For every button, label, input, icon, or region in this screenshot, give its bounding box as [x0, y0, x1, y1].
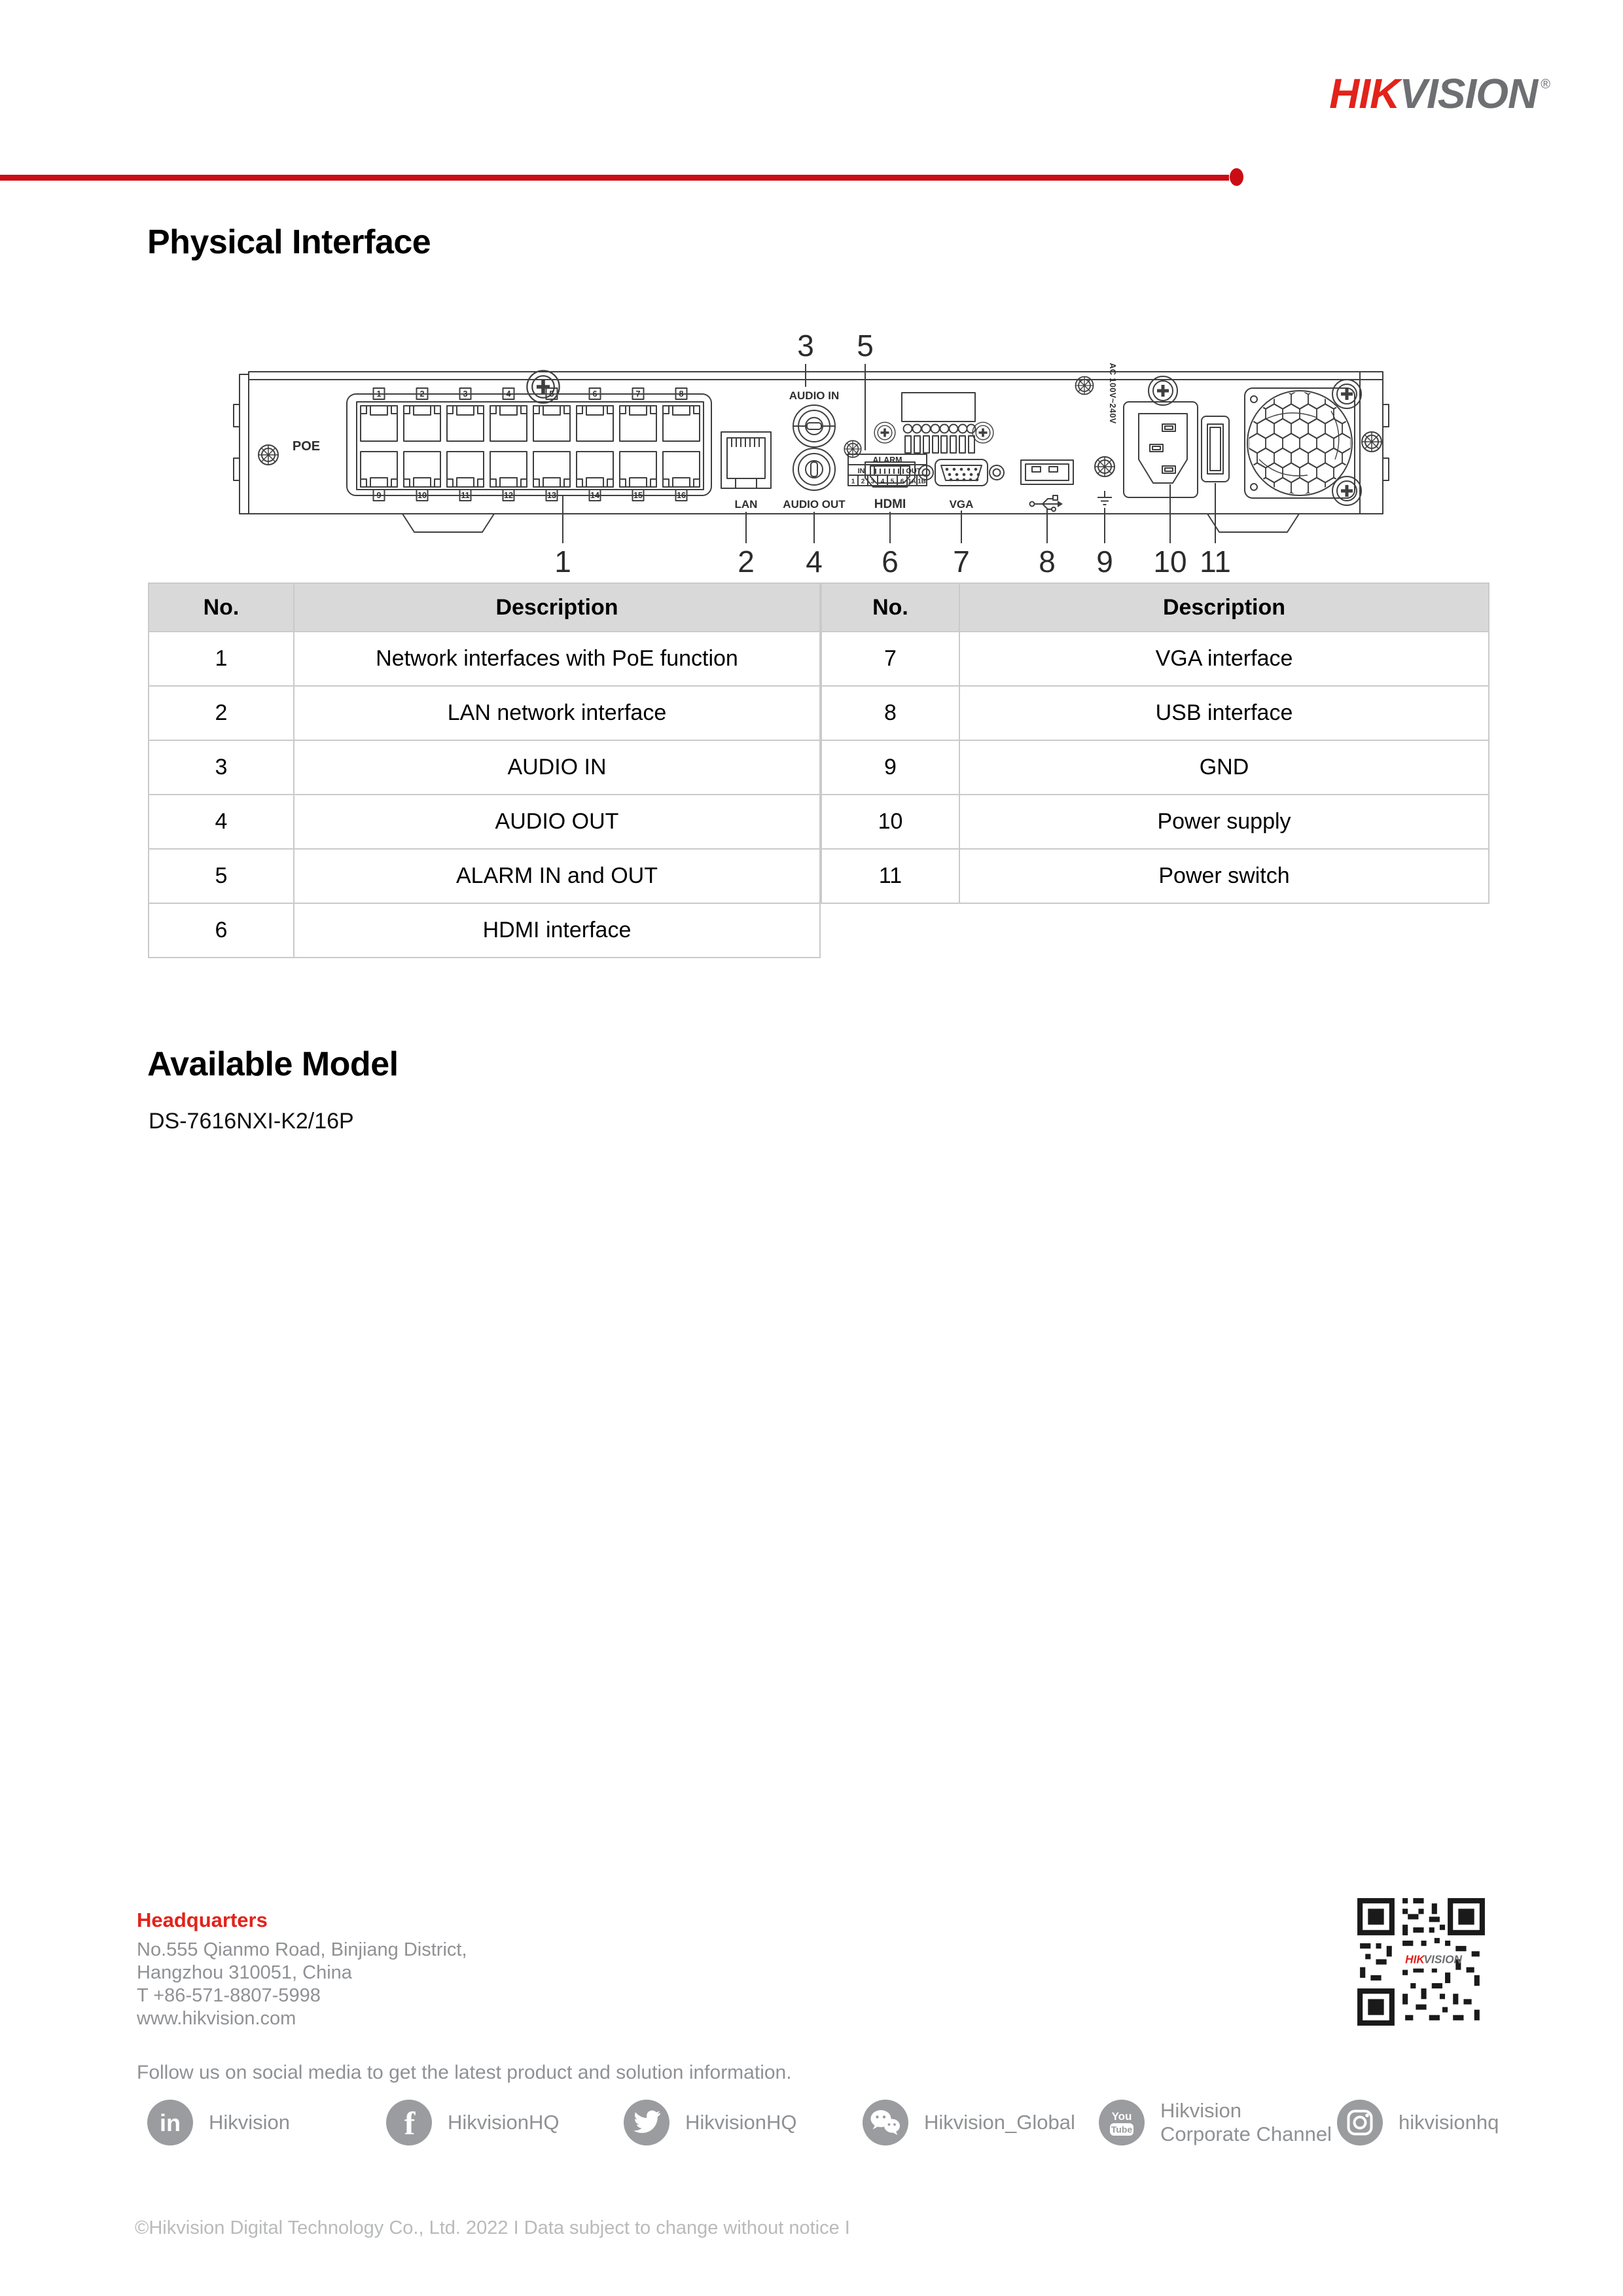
table-row [149, 849, 820, 903]
social-twitter [624, 2099, 797, 2146]
social-handle: hikvisionhq [1399, 2111, 1499, 2134]
cell-no: 4 [149, 795, 294, 849]
header-rule [0, 175, 1229, 181]
cell-desc: LAN network interface [294, 686, 820, 740]
logo-vision: VISION [1399, 70, 1538, 117]
svg-text:VISION: VISION [1423, 1952, 1463, 1966]
table-row [821, 632, 1489, 686]
cell-no: 1 [149, 632, 294, 686]
social-wechat [863, 2099, 1075, 2146]
table-row [149, 686, 820, 740]
audio-out-jack [793, 448, 835, 490]
callout-11: 11 [1200, 545, 1231, 579]
usb-icon [1030, 495, 1063, 511]
alarm-pin: 5 [890, 478, 895, 486]
cell-desc: VGA interface [959, 632, 1489, 686]
vga-port [919, 459, 1004, 486]
headquarters-address [137, 1939, 467, 2030]
social-facebook [386, 2099, 560, 2146]
power-inlet [1124, 402, 1198, 497]
table-row [821, 686, 1489, 740]
model-number: DS-7616NXI-K2/16P [149, 1109, 354, 1134]
callout-5: 5 [857, 329, 874, 363]
callout-2: 2 [738, 545, 755, 579]
table-row [149, 795, 820, 849]
poe-num: 8 [679, 389, 684, 399]
table-row [149, 632, 820, 686]
table-header-row [149, 583, 820, 632]
col-description: Description [959, 583, 1489, 632]
logo-hik: HIK [1329, 70, 1400, 117]
vga-label: VGA [949, 498, 974, 511]
social-instagram [1337, 2099, 1499, 2146]
callout-3: 3 [797, 329, 814, 363]
cell-no: 10 [821, 795, 959, 849]
social-handle: Hikvision [209, 2111, 291, 2134]
instagram-icon [1337, 2100, 1383, 2145]
cell-desc: AUDIO IN [294, 740, 820, 795]
alarm-label: ALARM [872, 456, 902, 465]
cell-no: 11 [821, 849, 959, 903]
callout-1: 1 [554, 545, 571, 579]
audio-in-jack [793, 405, 835, 447]
poe-num: 7 [635, 389, 641, 399]
poe-num: 11 [461, 491, 470, 500]
hikvision-logo [1329, 69, 1550, 118]
usb-port [1021, 460, 1073, 484]
poe-num: 13 [547, 491, 556, 500]
linkedin-icon [147, 2100, 193, 2145]
cell-desc: GND [959, 740, 1489, 795]
facebook-icon [386, 2100, 432, 2145]
power-switch [1202, 416, 1229, 482]
poe-label: POE [292, 439, 321, 454]
social-youtube [1099, 2099, 1332, 2146]
social-handle-line2: Corporate Channel [1160, 2123, 1332, 2145]
rear-panel-diagram [232, 326, 1391, 596]
col-no: No. [149, 583, 294, 632]
cell-desc: ALARM IN and OUT [294, 849, 820, 903]
callout-9: 9 [1096, 545, 1113, 579]
interface-table-left [148, 583, 821, 958]
gnd-icon [1097, 491, 1112, 505]
cell-desc: HDMI interface [294, 903, 820, 958]
cell-desc: USB interface [959, 686, 1489, 740]
poe-num: 14 [590, 491, 599, 500]
poe-num: 4 [506, 389, 511, 399]
alarm-pin: 1B [918, 478, 926, 486]
cell-no: 8 [821, 686, 959, 740]
lan-label: LAN [734, 498, 758, 511]
follow-us-text: Follow us on social media to get the latest product and solution information. [137, 2062, 792, 2083]
table-row [149, 740, 820, 795]
ac-label: AC 100V~240V [1108, 363, 1117, 424]
svg-text:You: You [1111, 2110, 1132, 2123]
table-row [821, 740, 1489, 795]
callout-8: 8 [1039, 545, 1056, 579]
social-linkedin [147, 2099, 290, 2146]
table-row [821, 795, 1489, 849]
qr-code [1355, 1895, 1488, 2028]
svg-text:Tube: Tube [1111, 2124, 1133, 2135]
cell-no: 3 [149, 740, 294, 795]
lan-port [721, 432, 771, 488]
gnd-screw [1095, 457, 1115, 476]
poe-num: 12 [504, 491, 513, 500]
fan-grille [1240, 388, 1359, 498]
audio-out-label: AUDIO OUT [783, 498, 846, 511]
website-url: www.hikvision.com [137, 2008, 296, 2029]
cell-no: 6 [149, 903, 294, 958]
poe-num: 15 [633, 491, 643, 500]
registered-mark: ® [1541, 77, 1550, 92]
address-line: No.555 Qianmo Road, Binjiang District, [137, 1939, 467, 1960]
alarm-pin: 2 [861, 478, 865, 486]
twitter-icon [624, 2100, 669, 2145]
poe-num: 16 [677, 491, 686, 500]
poe-num: 6 [592, 389, 597, 399]
alarm-in-label: IN [857, 467, 865, 475]
cell-no: 2 [149, 686, 294, 740]
callout-6: 6 [882, 545, 899, 579]
headquarters-title: Headquarters [137, 1909, 268, 1931]
alarm-pin: 3 [870, 478, 875, 486]
cell-desc: AUDIO OUT [294, 795, 820, 849]
alarm-pin: 1 [851, 478, 855, 486]
wechat-icon [863, 2100, 908, 2145]
social-handle: HikvisionHQ [448, 2111, 560, 2134]
address-line: T +86-571-8807-5998 [137, 1985, 321, 2006]
youtube-icon [1099, 2100, 1145, 2145]
social-handle: Hikvision_Global [924, 2111, 1075, 2134]
copyright-line: ©Hikvision Digital Technology Co., Ltd. 2022 I Data subject to change without notice I [135, 2217, 850, 2238]
poe-port-number-tabs [374, 388, 687, 501]
svg-text:f: f [404, 2105, 416, 2142]
interface-tables [148, 583, 1489, 958]
cell-no: 9 [821, 740, 959, 795]
poe-num: 5 [549, 389, 554, 399]
available-model-title: Available Model [147, 1045, 399, 1083]
header-rule-dot [1230, 168, 1243, 186]
alarm-out-label: OUT [906, 467, 921, 475]
svg-text:HIK: HIK [1405, 1952, 1425, 1966]
callout-10: 10 [1153, 545, 1187, 579]
poe-num: 1 [376, 389, 382, 399]
cell-desc: Network interfaces with PoE function [294, 632, 820, 686]
callout-7: 7 [953, 545, 970, 579]
alarm-pin: 4 [880, 478, 885, 486]
table-row [149, 903, 820, 958]
social-handle-line1: Hikvision [1160, 2099, 1242, 2122]
interface-table-right [821, 583, 1489, 904]
hdmi-label: HDMI [874, 497, 906, 511]
poe-num: 2 [419, 389, 425, 399]
address-line: Hangzhou 310051, China [137, 1962, 352, 1983]
cell-no: 7 [821, 632, 959, 686]
table-header-row [821, 583, 1489, 632]
poe-num: 3 [463, 389, 468, 399]
callout-4: 4 [806, 545, 823, 579]
page-title: Physical Interface [147, 223, 431, 261]
svg-text:in: in [160, 2109, 181, 2136]
poe-num: 9 [376, 491, 382, 500]
alarm-pin: 6 [900, 478, 904, 486]
cell-desc: Power supply [959, 795, 1489, 849]
social-handle [1160, 2099, 1332, 2146]
col-no: No. [821, 583, 959, 632]
table-row [821, 849, 1489, 903]
social-handle: HikvisionHQ [685, 2111, 797, 2134]
cell-no: 5 [149, 849, 294, 903]
poe-num: 10 [418, 491, 427, 500]
cell-desc: Power switch [959, 849, 1489, 903]
alarm-pin: 1A [908, 478, 916, 486]
audio-in-label: AUDIO IN [789, 389, 840, 402]
col-description: Description [294, 583, 820, 632]
poe-ports [347, 388, 711, 501]
